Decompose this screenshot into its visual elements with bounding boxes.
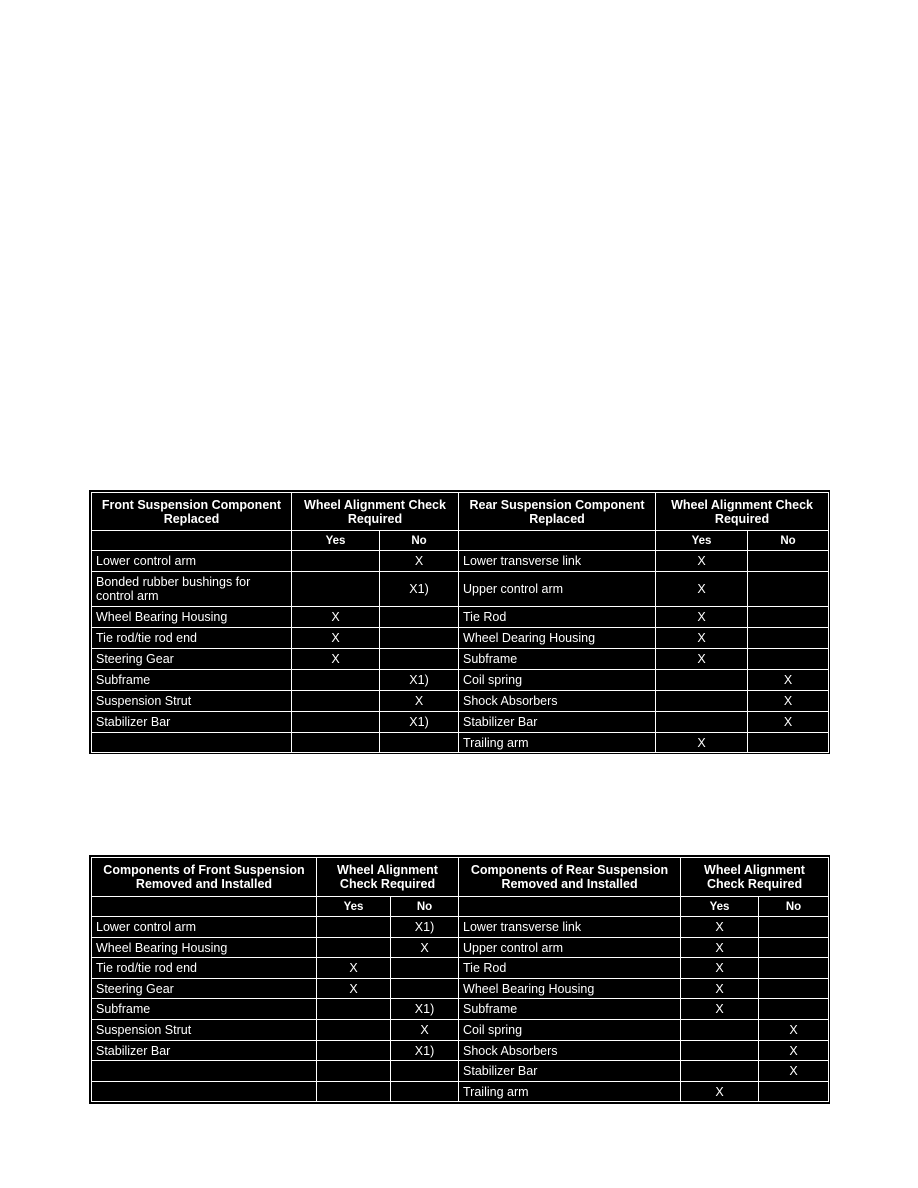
check-cell: X: [681, 958, 759, 979]
check-cell: X: [380, 691, 459, 712]
table-row: [92, 958, 829, 979]
component-cell: Stabilizer Bar: [92, 1041, 317, 1061]
component-cell: Tie rod/tie rod end: [92, 628, 292, 649]
check-cell: X: [748, 691, 829, 712]
component-cell: Lower control arm: [92, 917, 317, 938]
check-cell: X1): [380, 572, 459, 607]
component-cell: Steering Gear: [92, 979, 317, 999]
check-cell: X: [656, 572, 748, 607]
check-cell: [391, 1061, 459, 1082]
check-cell: [380, 607, 459, 628]
column-header: Components of Rear Suspension Removed and Installed: [459, 858, 681, 897]
component-cell: Upper control arm: [459, 938, 681, 958]
check-cell: [681, 1041, 759, 1061]
check-cell: X: [681, 979, 759, 999]
check-cell: X: [759, 1020, 829, 1041]
check-cell: [317, 1020, 391, 1041]
table-row: [92, 649, 829, 670]
check-cell: [681, 1061, 759, 1082]
check-cell: [759, 917, 829, 938]
check-cell: X: [681, 1082, 759, 1102]
column-header: Wheel Alignment Check Required: [317, 858, 459, 897]
empty-subheader-cell: [459, 531, 656, 551]
table-row: [92, 917, 829, 938]
column-header: Components of Front Suspension Removed and Installed: [92, 858, 317, 897]
check-cell: [317, 999, 391, 1020]
check-cell: [759, 938, 829, 958]
subheader-cell: No: [380, 531, 459, 551]
check-cell: [380, 649, 459, 670]
check-cell: [317, 917, 391, 938]
check-cell: [292, 691, 380, 712]
component-cell: Lower control arm: [92, 551, 292, 572]
component-cell: Shock Absorbers: [459, 691, 656, 712]
empty-subheader-cell: [92, 897, 317, 917]
column-header: Wheel Alignment Check Required: [292, 493, 459, 531]
component-cell: Lower transverse link: [459, 551, 656, 572]
check-cell: X: [748, 670, 829, 691]
component-cell: Upper control arm: [459, 572, 656, 607]
subheader-cell: No: [391, 897, 459, 917]
table-row: [92, 551, 829, 572]
check-cell: X: [656, 551, 748, 572]
check-cell: [748, 733, 829, 753]
check-cell: [292, 733, 380, 753]
check-cell: [292, 670, 380, 691]
check-cell: X: [380, 551, 459, 572]
empty-subheader-cell: [459, 897, 681, 917]
empty-subheader-cell: [92, 531, 292, 551]
front-rear-removed-installed-table: [89, 855, 830, 1104]
check-cell: X: [656, 628, 748, 649]
check-cell: X1): [380, 712, 459, 733]
check-cell: X: [681, 917, 759, 938]
component-cell: Steering Gear: [92, 649, 292, 670]
check-cell: [380, 733, 459, 753]
check-cell: X: [292, 649, 380, 670]
table-row: [92, 670, 829, 691]
component-cell: Trailing arm: [459, 733, 656, 753]
component-cell: Subframe: [92, 670, 292, 691]
table-row: [92, 999, 829, 1020]
check-cell: X: [656, 733, 748, 753]
component-cell: Bonded rubber bushings for control arm: [92, 572, 292, 607]
component-cell: Wheel Bearing Housing: [92, 607, 292, 628]
component-cell: Wheel Bearing Housing: [92, 938, 317, 958]
check-cell: [748, 649, 829, 670]
component-cell: Suspension Strut: [92, 1020, 317, 1041]
check-cell: [292, 551, 380, 572]
check-cell: [292, 712, 380, 733]
component-cell: Trailing arm: [459, 1082, 681, 1102]
component-cell: Wheel Bearing Housing: [459, 979, 681, 999]
component-cell: Subframe: [459, 649, 656, 670]
subheader-cell: No: [748, 531, 829, 551]
table-row: [92, 1041, 829, 1061]
check-cell: [748, 628, 829, 649]
component-cell: Subframe: [459, 999, 681, 1020]
check-cell: X1): [391, 1041, 459, 1061]
check-cell: [681, 1020, 759, 1041]
component-cell: Stabilizer Bar: [92, 712, 292, 733]
check-cell: X: [317, 958, 391, 979]
table-row: [92, 572, 829, 607]
check-cell: X: [748, 712, 829, 733]
check-cell: [656, 670, 748, 691]
column-header: Front Suspension Component Replaced: [92, 493, 292, 531]
check-cell: X: [681, 938, 759, 958]
check-cell: [748, 551, 829, 572]
check-cell: [292, 572, 380, 607]
component-cell: [92, 1082, 317, 1102]
column-header: Rear Suspension Component Replaced: [459, 493, 656, 531]
check-cell: X: [391, 938, 459, 958]
check-cell: [317, 938, 391, 958]
check-cell: X: [292, 628, 380, 649]
check-cell: [391, 1082, 459, 1102]
check-cell: [391, 979, 459, 999]
front-rear-replaced-table: [89, 490, 830, 754]
component-cell: Tie rod/tie rod end: [92, 958, 317, 979]
check-cell: [748, 572, 829, 607]
check-cell: [656, 691, 748, 712]
check-cell: X: [759, 1061, 829, 1082]
column-header: Wheel Alignment Check Required: [681, 858, 829, 897]
table-row: [92, 979, 829, 999]
check-cell: X1): [380, 670, 459, 691]
table-row: [92, 607, 829, 628]
check-cell: X: [317, 979, 391, 999]
check-cell: X: [759, 1041, 829, 1061]
subheader-cell: Yes: [681, 897, 759, 917]
check-cell: [759, 1082, 829, 1102]
check-cell: [759, 979, 829, 999]
component-cell: [92, 733, 292, 753]
check-cell: [317, 1082, 391, 1102]
check-cell: [656, 712, 748, 733]
check-cell: [317, 1041, 391, 1061]
table-row: [92, 712, 829, 733]
table-row: [92, 691, 829, 712]
check-cell: X1): [391, 917, 459, 938]
table-row: [92, 1020, 829, 1041]
component-cell: Stabilizer Bar: [459, 712, 656, 733]
check-cell: X: [656, 607, 748, 628]
check-cell: X: [391, 1020, 459, 1041]
component-cell: Suspension Strut: [92, 691, 292, 712]
component-cell: Tie Rod: [459, 607, 656, 628]
component-cell: Subframe: [92, 999, 317, 1020]
subheader-cell: Yes: [656, 531, 748, 551]
subheader-cell: Yes: [317, 897, 391, 917]
check-cell: X: [681, 999, 759, 1020]
check-cell: X1): [391, 999, 459, 1020]
check-cell: [759, 999, 829, 1020]
column-header: Wheel Alignment Check Required: [656, 493, 829, 531]
component-cell: Tie Rod: [459, 958, 681, 979]
check-cell: [317, 1061, 391, 1082]
component-cell: [92, 1061, 317, 1082]
subheader-cell: No: [759, 897, 829, 917]
check-cell: [380, 628, 459, 649]
check-cell: [391, 958, 459, 979]
check-cell: X: [656, 649, 748, 670]
component-cell: Coil spring: [459, 1020, 681, 1041]
component-cell: Shock Absorbers: [459, 1041, 681, 1061]
table-row: [92, 1061, 829, 1082]
table-row: [92, 733, 829, 753]
check-cell: [759, 958, 829, 979]
table-row: [92, 1082, 829, 1102]
check-cell: [748, 607, 829, 628]
table-row: [92, 938, 829, 958]
component-cell: Stabilizer Bar: [459, 1061, 681, 1082]
component-cell: Coil spring: [459, 670, 656, 691]
check-cell: X: [292, 607, 380, 628]
component-cell: Lower transverse link: [459, 917, 681, 938]
component-cell: Wheel Dearing Housing: [459, 628, 656, 649]
subheader-cell: Yes: [292, 531, 380, 551]
table-row: [92, 628, 829, 649]
